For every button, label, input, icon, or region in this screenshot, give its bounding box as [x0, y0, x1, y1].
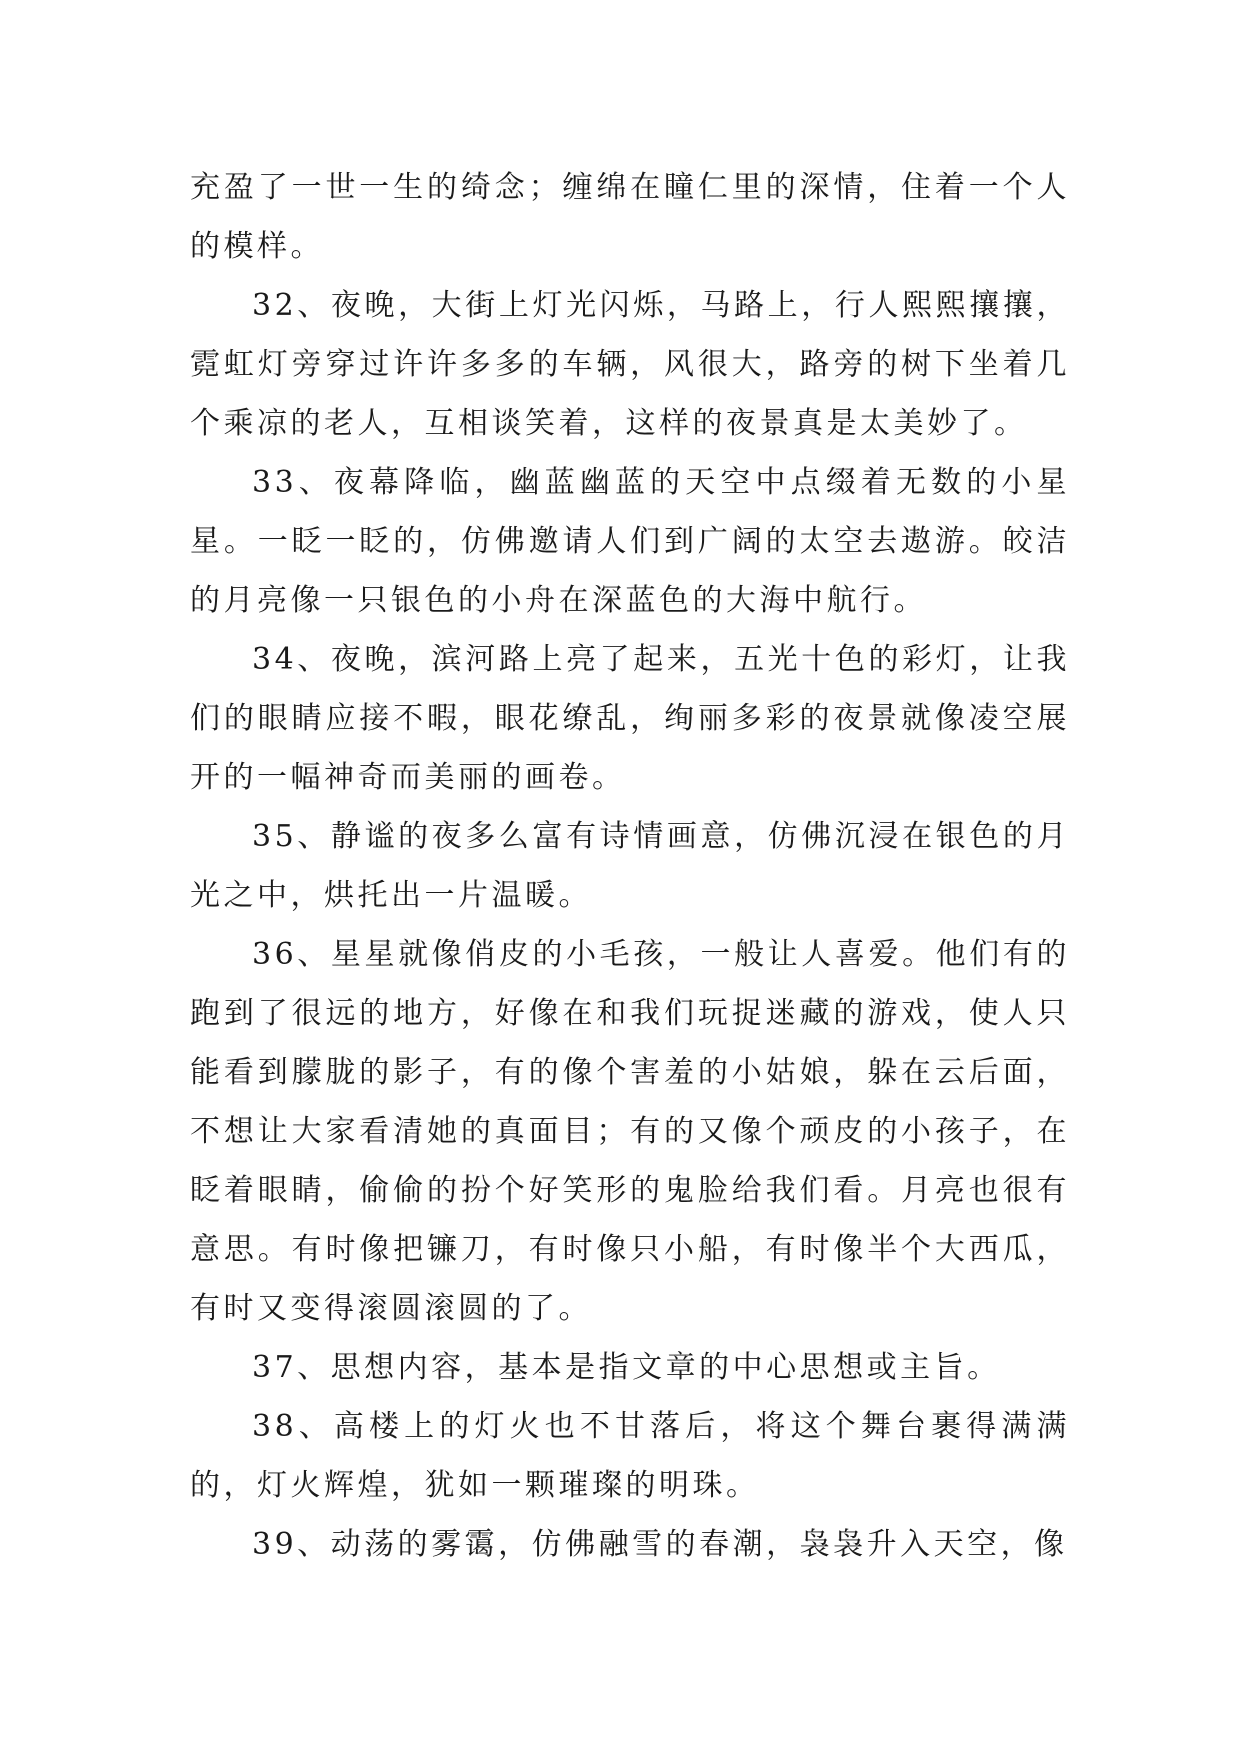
paragraph-33: 33、夜幕降临，幽蓝幽蓝的天空中点缀着无数的小星星。一眨一眨的，仿佛邀请人们到广阔的太空去遨游。皎洁的月亮像一只银色的小舟在深蓝色的大海中航行。 [190, 465, 1070, 618]
paragraph-36: 36、星星就像俏皮的小毛孩，一般让人喜爱。他们有的跑到了很远的地方，好像在和我们玩捉迷藏的游戏，使人只能看到朦胧的影子，有的像个害羞的小姑娘，躲在云后面，不想让大家看清她的真面目；有的又像个顽皮的小孩子，在眨着眼睛，偷偷的扮个好笑形的鬼脸给我们看。月亮也很有意思。有时像把镰刀，有时像只小船，有时像半个大西瓜，有时又变得滚圆滚圆的了。 [190, 937, 1070, 1326]
paragraph-35: 35、静谧的夜多么富有诗情画意，仿佛沉浸在银色的月光之中，烘托出一片温暖。 [190, 819, 1070, 913]
paragraph-38: 38、高楼上的灯火也不甘落后，将这个舞台裹得满满的，灯火辉煌，犹如一颗璀璨的明珠。 [190, 1409, 1070, 1503]
paragraph-37: 37、思想内容，基本是指文章的中心思想或主旨。 [252, 1350, 1001, 1385]
paragraph-continuation: 充盈了一世一生的绮念；缠绵在瞳仁里的深情，住着一个人的模样。 [190, 170, 1070, 264]
paragraph-34: 34、夜晚，滨河路上亮了起来，五光十色的彩灯，让我们的眼睛应接不暇，眼花缭乱，绚丽多彩的夜景就像凌空展开的一幅神奇而美丽的画卷。 [190, 642, 1070, 795]
document-body [190, 158, 1070, 1574]
paragraph-32: 32、夜晚，大街上灯光闪烁，马路上，行人熙熙攘攘，霓虹灯旁穿过许许多多的车辆，风很大，路旁的树下坐着几个乘凉的老人，互相谈笑着，这样的夜景真是太美妙了。 [190, 288, 1070, 441]
paragraph-39: 39、动荡的雾霭，仿佛融雪的春潮，袅袅升入天空，像 [252, 1527, 1068, 1562]
